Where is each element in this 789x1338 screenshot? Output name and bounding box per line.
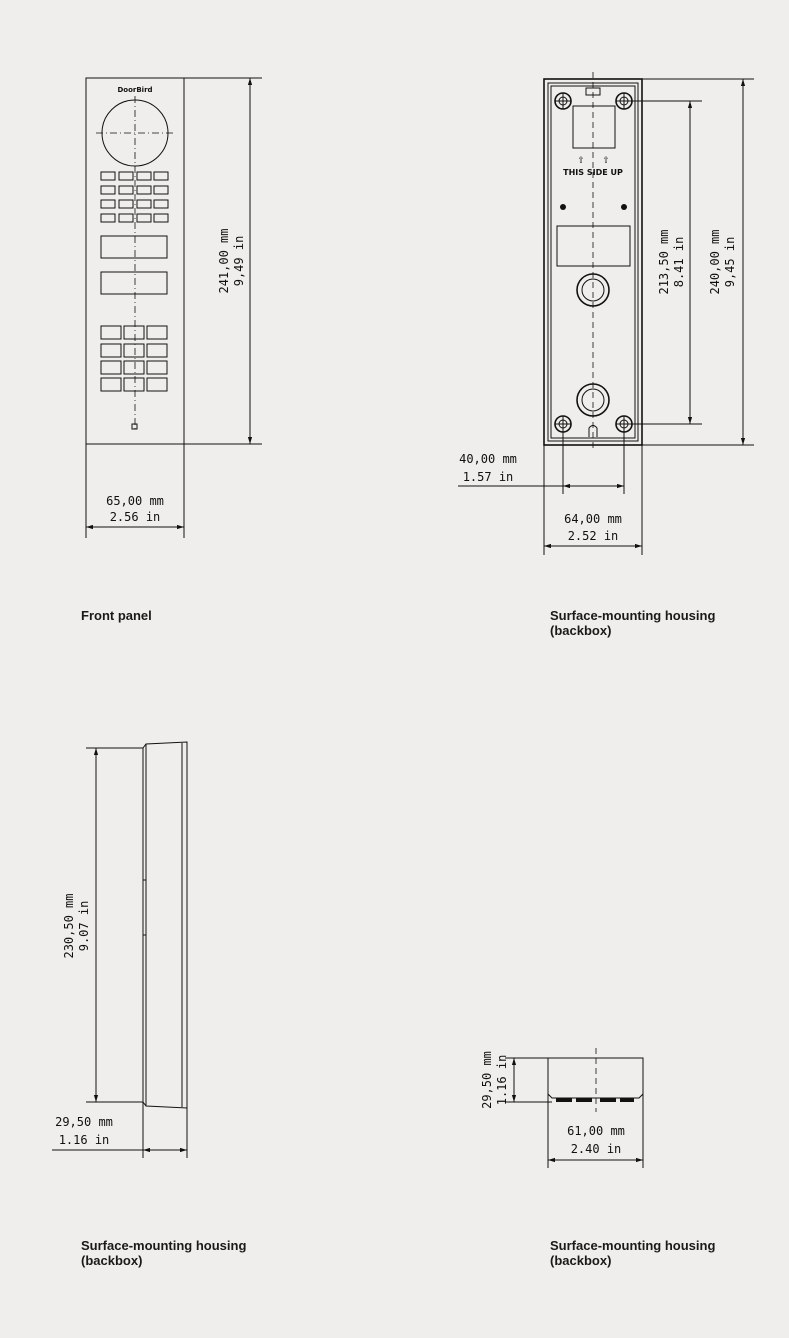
backbox-side-view-drawing [52,742,187,1158]
backbox-window-recess [557,226,630,266]
front-panel-height-in: 9,49 in [232,235,246,287]
backbox-width-mm: 64,00 mm [564,512,622,526]
up-arrow-icon: ⇧ [577,152,585,166]
front-panel-drawing [86,78,262,538]
backbox-back-caption: Surface-mounting housing (backbox) [550,608,716,638]
backbox-top-view-drawing [480,1048,643,1168]
side-height-in: 9.07 in [77,900,91,952]
backbox-top-caption: Surface-mounting housing (backbox) [550,1238,716,1268]
backbox-side-caption: Surface-mounting housing (backbox) [81,1238,247,1268]
hole-width-in: 1.57 in [462,470,514,484]
backbox-height-mm: 240,00 mm [708,229,722,295]
top-depth-in: 1.16 in [495,1054,509,1106]
side-depth-in: 1.16 in [58,1133,110,1147]
side-depth-mm: 29,50 mm [55,1115,113,1129]
hole-spacing-mm: 213,50 mm [657,229,671,295]
this-side-up-label: THIS SIDE UP [563,168,623,177]
mounting-screw-holes [555,93,632,432]
hole-width-mm: 40,00 mm [459,452,517,466]
top-width-in: 2.40 in [570,1142,622,1156]
top-depth-mm: 29,50 mm [480,1051,494,1109]
up-arrow-icon: ⇧ [602,152,610,166]
side-height-mm: 230,50 mm [62,893,76,959]
display-window-2 [101,272,167,294]
top-width-mm: 61,00 mm [567,1124,625,1138]
backbox-back-view-drawing [458,72,754,555]
keypad [101,326,167,391]
top-view-feet [556,1098,634,1102]
front-panel-caption: Front panel [81,608,152,623]
display-window-1 [101,236,167,258]
front-panel-height-mm: 241,00 mm [217,228,231,294]
small-key-grid [101,172,168,222]
hole-spacing-in: 8.41 in [672,236,686,288]
backbox-width-in: 2.52 in [567,529,619,543]
backbox-height-in: 9,45 in [723,236,737,288]
front-panel-width-mm: 65,00 mm [106,494,164,508]
front-panel-width-in: 2.56 in [109,510,161,524]
backbox-top-outline [548,1058,643,1098]
sensor-dot [132,424,137,429]
backbox-side-outline [143,742,187,1108]
front-panel-brand-logo: DoorBird [117,86,153,94]
cable-opening [573,106,615,148]
